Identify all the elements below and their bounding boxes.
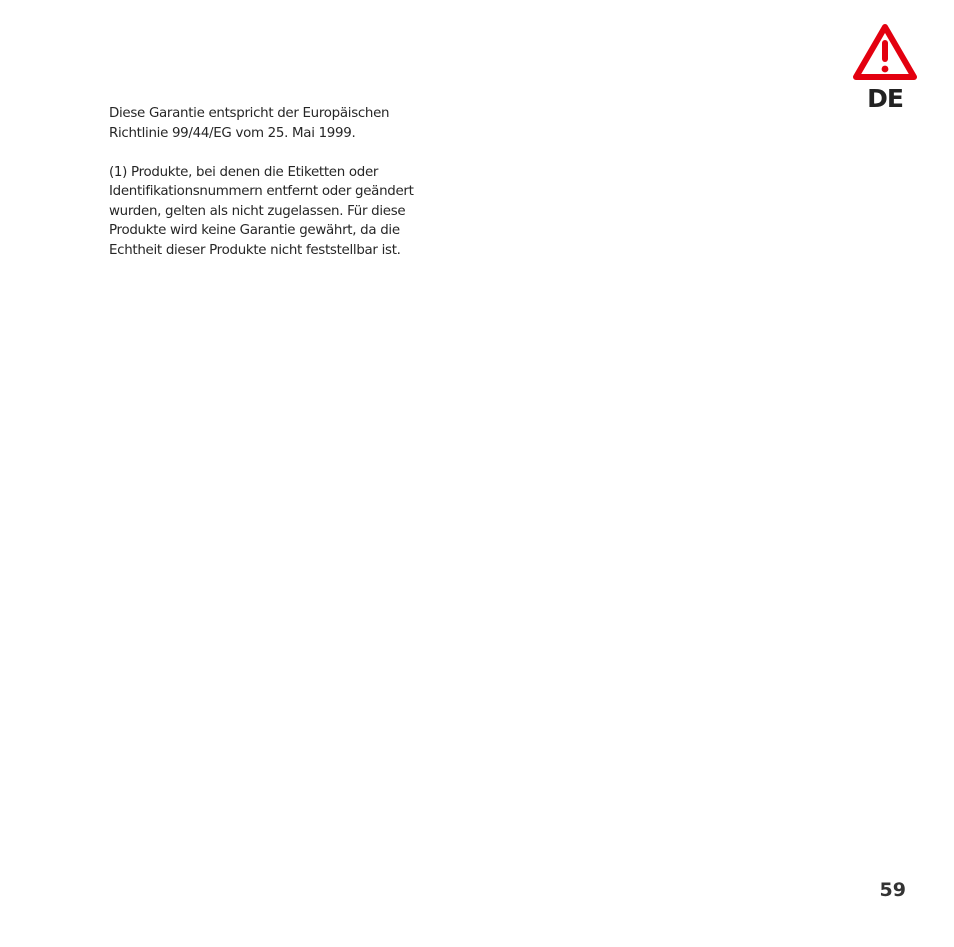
warranty-text	[109, 104, 469, 280]
text-line: Diese Garantie entspricht der Europäischen	[109, 106, 390, 121]
paragraph-directive	[109, 104, 469, 143]
text-line: Produkte wird keine Garantie gewährt, da die	[109, 223, 400, 238]
text-line: Echtheit dieser Produkte nicht feststellbar ist.	[109, 242, 401, 258]
language-code: DE	[867, 84, 903, 113]
text-line: Identifikationsnummern entfernt oder geändert	[109, 184, 414, 199]
paragraph-footnote	[109, 163, 469, 261]
text-line: wurden, gelten als nicht zugelassen. Für diese	[109, 203, 406, 219]
text-line: (1) Produkte, bei denen die Etiketten oder	[109, 164, 379, 180]
text-line: Richtlinie 99/44/EG vom 25. Mai 1999.	[109, 125, 356, 141]
warning-triangle-icon	[852, 22, 918, 82]
page-number: 59	[879, 879, 906, 901]
